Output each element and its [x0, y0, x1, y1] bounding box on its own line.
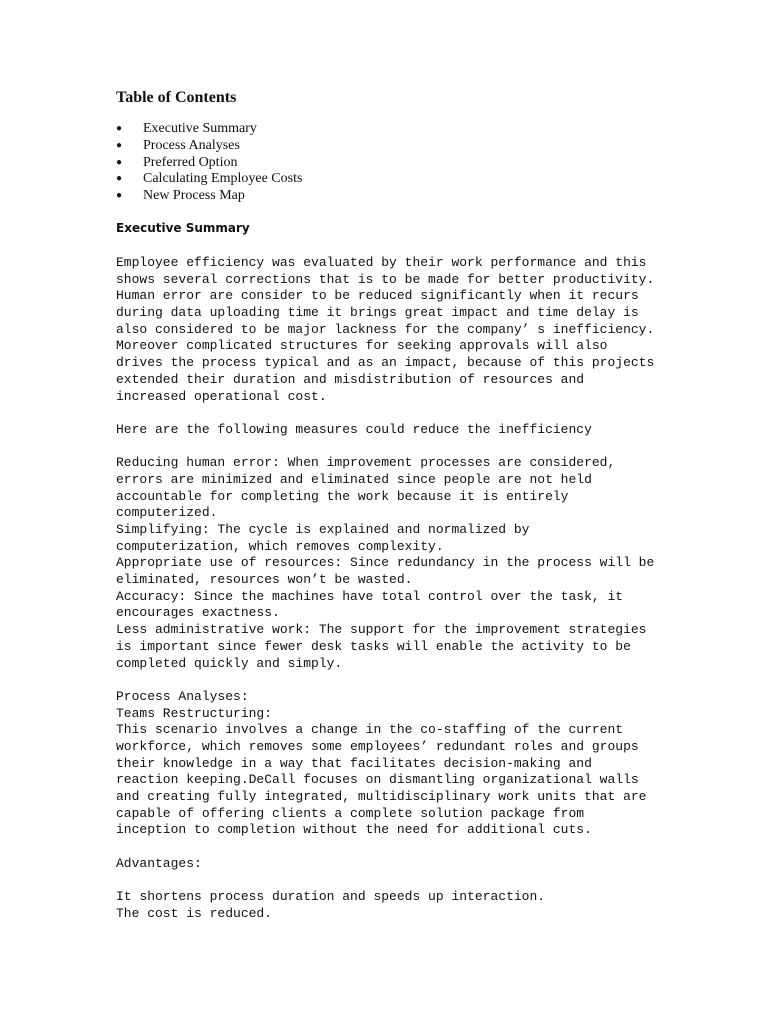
- toc-item: [116, 171, 302, 188]
- blank-line: [116, 872, 676, 889]
- blank-line: [116, 672, 676, 689]
- bullet-icon: ●: [116, 173, 123, 185]
- text-line: Teams Restructuring:: [116, 705, 273, 721]
- toc-item: [116, 138, 302, 155]
- text-line: and creating fully integrated, multidisciplinary work units that are: [116, 789, 647, 804]
- toc-item-label: Process Analyses: [143, 137, 240, 153]
- text-line: Appropriate use of resources: Since redundancy in the process will be: [116, 555, 655, 571]
- text-line: capable of offering clients a complete solution package from: [116, 805, 585, 821]
- bullet-icon: ●: [116, 190, 123, 202]
- blank-line: [116, 405, 676, 422]
- toc-item: [116, 155, 302, 172]
- text-line: encourages exactness.: [116, 605, 280, 621]
- text-line: also considered to be major lackness for the company’ s inefficiency.: [116, 321, 655, 337]
- text-line: Moreover complicated structures for seeking approvals will also: [116, 338, 608, 354]
- text-line: Process Analyses:: [116, 688, 249, 704]
- executive-summary-heading: Executive Summary: [116, 221, 250, 235]
- text-line: Simplifying: The cycle is explained and normalized by: [116, 522, 530, 537]
- toc-item-label: New Process Map: [143, 188, 245, 204]
- bullet-icon: ●: [116, 139, 123, 151]
- text-line: Human error are consider to be reduced significantly when it recurs: [116, 288, 639, 304]
- text-line: errors are minimized and eliminated since people are not held: [116, 471, 592, 487]
- toc-list: [116, 121, 302, 205]
- text-line: Less administrative work: The support for the improvement strategies: [116, 622, 647, 638]
- executive-summary-body: [116, 255, 676, 923]
- bullet-icon: ●: [116, 156, 123, 168]
- text-line: reaction keeping.DeCall focuses on dismantling organizational walls: [116, 772, 639, 788]
- text-line: inception to completion without the need for additional cuts.: [116, 822, 592, 838]
- bullet-icon: ●: [116, 123, 123, 134]
- text-line: drives the process typical and as an impact, because of this projects: [116, 355, 655, 371]
- text-line: computerization, which removes complexity.: [116, 538, 444, 554]
- text-line: accountable for completing the work because it is entirely: [116, 488, 569, 504]
- text-line: completed quickly and simply.: [116, 655, 343, 671]
- toc-item-label: Calculating Employee Costs: [143, 171, 303, 187]
- text-line: their knowledge in a way that facilitates decision-making and: [116, 755, 592, 771]
- toc-item: [116, 188, 302, 205]
- toc-item: [116, 121, 302, 138]
- text-line: The cost is reduced.: [116, 905, 273, 921]
- text-line: This scenario involves a change in the co-staffing of the current: [116, 722, 624, 738]
- text-line: is important since fewer desk tasks will enable the activity to be: [116, 638, 631, 654]
- text-line: workforce, which removes some employees’ redundant roles and groups: [116, 738, 639, 754]
- blank-line: [116, 439, 676, 456]
- toc-title: Table of Contents: [116, 89, 237, 106]
- toc-item-label: Executive Summary: [143, 121, 257, 136]
- blank-line: [116, 839, 676, 856]
- text-line: eliminated, resources won’t be wasted.: [116, 572, 413, 588]
- text-line: Accuracy: Since the machines have total control over the task, it: [116, 588, 624, 604]
- text-line: Here are the following measures could reduce the inefficiency: [116, 421, 592, 437]
- text-line: during data uploading time it brings great impact and time delay is: [116, 305, 639, 321]
- text-line: Reducing human error: When improvement processes are considered,: [116, 455, 616, 471]
- text-line: increased operational cost.: [116, 388, 327, 404]
- text-line: shows several corrections that is to be made for better productivity.: [116, 271, 655, 287]
- toc-item-label: Preferred Option: [143, 154, 238, 170]
- text-line: Advantages:: [116, 855, 202, 871]
- text-line: extended their duration and misdistribution of resources and: [116, 371, 585, 387]
- text-line: computerized.: [116, 505, 218, 521]
- text-line: It shortens process duration and speeds up interaction.: [116, 889, 546, 905]
- text-line: Employee efficiency was evaluated by their work performance and this: [116, 255, 647, 270]
